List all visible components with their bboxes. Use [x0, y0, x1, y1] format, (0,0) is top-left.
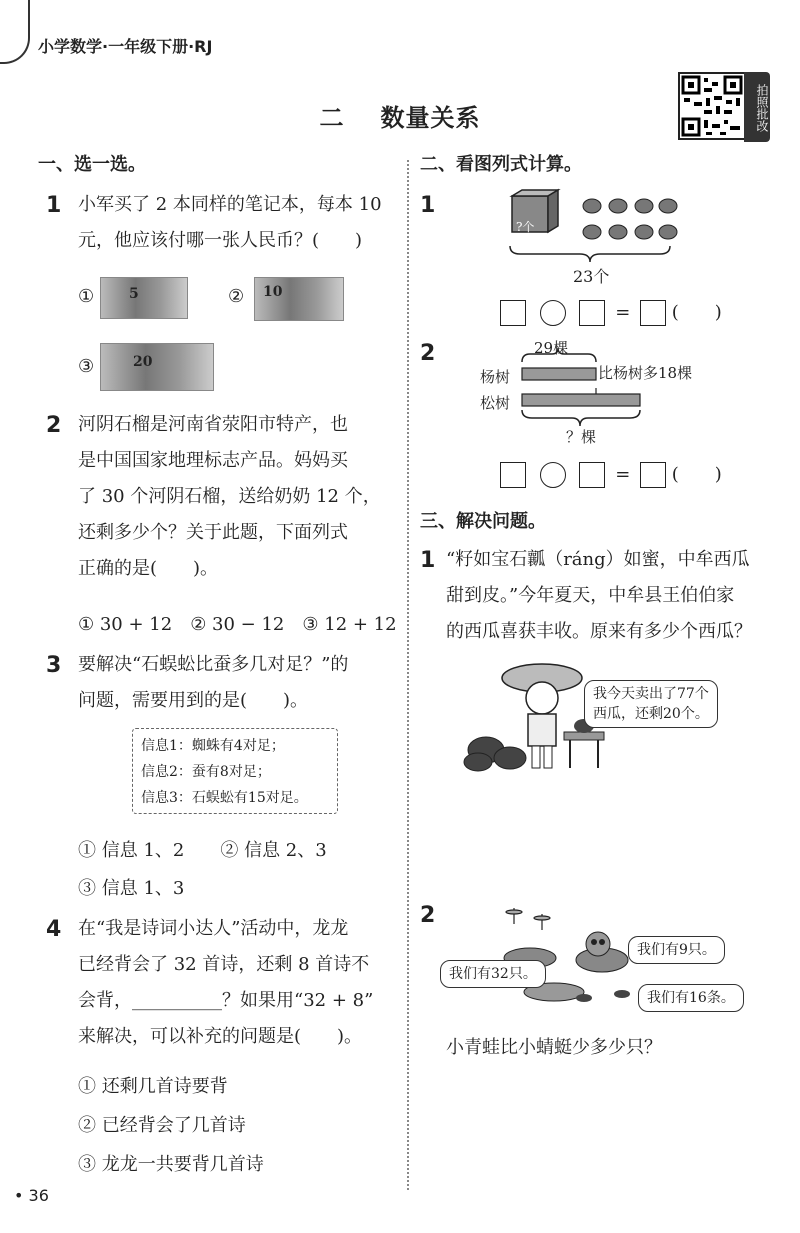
pine-unknown-label: ？棵 [566, 428, 597, 446]
question-4-option: ② 已经背会了几首诗 [78, 1115, 246, 1136]
question-number: 4 [46, 917, 62, 942]
operator-circle[interactable] [540, 462, 566, 488]
question-3-option-row: ③ 信息 1、3 [78, 878, 185, 899]
question-3-option-row: ① 信息 1、2 ② 信息 2、3 [78, 840, 327, 861]
frogs-and-dragonflies-illustration [490, 900, 640, 1010]
bubble-line: 西瓜，还剩20个。 [593, 706, 709, 722]
text-line: 了 30 个河阴石榴，送给奶奶 12 个， [78, 486, 381, 507]
text-line: 要解决“石蜈蚣比蚕多几对足？”的 [78, 654, 349, 675]
page-corner [0, 0, 30, 64]
text-line: 还剩多少个？关于此题，下面列式 [78, 522, 348, 543]
question-number: 3 [46, 653, 62, 678]
section-solve: 三、解决问题。 [420, 511, 546, 532]
text-line: 甜到皮。”今年夏天，中牟县王伯伯家 [446, 585, 735, 606]
speech-bubble: 我们有32只。 [440, 960, 546, 988]
question-3-text [78, 647, 348, 719]
question-number: 2 [46, 413, 62, 438]
question-1-text [78, 187, 382, 259]
question-4-option: ③ 龙龙一共要背几首诗 [78, 1154, 264, 1175]
banknote-value: 20 [133, 354, 153, 370]
question-number: 2 [420, 903, 436, 928]
banknote-image [254, 277, 344, 321]
text-line: 已经背会了 32 首诗，还剩 8 首诗不 [78, 954, 370, 975]
equation-template: = ( ) [500, 298, 722, 326]
text-line: 元，他应该付哪一张人民币？( ) [78, 230, 363, 251]
unit-paren: ( ) [671, 302, 722, 323]
answer-box[interactable] [640, 462, 666, 488]
book-header: 小学数学·一年级下册·RJ [38, 37, 213, 56]
qr-code-icon[interactable] [678, 72, 746, 140]
question-number: 1 [46, 193, 62, 218]
option-marker: ② [228, 286, 245, 307]
question-number: 2 [420, 341, 436, 366]
text-line: “籽如宝石瓤（ráng）如蜜，中牟西瓜 [446, 549, 750, 570]
poplar-count-label: 29棵 [534, 339, 569, 357]
text-line: 正确的是( )。 [78, 558, 219, 579]
question-number: 1 [420, 193, 436, 218]
question-number: 1 [420, 548, 436, 573]
pine-label: 松树 [480, 394, 511, 412]
answer-box[interactable] [500, 462, 526, 488]
text-line: 的西瓜喜获丰收。原来有多少个西瓜？ [446, 621, 752, 642]
operator-circle[interactable] [540, 300, 566, 326]
section-choose: 一、选一选。 [38, 154, 146, 175]
banknote-value: 10 [263, 284, 283, 300]
poplar-label: 杨树 [480, 368, 511, 386]
box-unknown-label: ?个 [516, 220, 535, 234]
question-4-option: ① 还剩几首诗要背 [78, 1076, 228, 1097]
pine-bar [522, 394, 640, 406]
text-line: 会背，__________？如果用“32 + 8” [78, 990, 374, 1011]
column-divider [407, 160, 409, 1190]
banknote-image [100, 277, 188, 319]
info-line: 信息2：蚕有8对足； [141, 764, 271, 780]
question-4-text [78, 911, 373, 1055]
text-line: 是中国国家地理标志产品。妈妈买 [78, 450, 348, 471]
option-marker: ③ [78, 356, 95, 377]
section-picture-calc: 二、看图列式计算。 [420, 154, 582, 175]
info-box [132, 728, 338, 814]
chapter-title: 数量关系 [380, 104, 481, 132]
banknote-image [100, 343, 214, 391]
poplar-bar [522, 368, 596, 380]
photo-grading-tab[interactable]: 拍照批改 [744, 72, 770, 142]
page-number: • 36 [14, 1186, 49, 1205]
solve-2-question: 小青蛙比小蜻蜓少多少只？ [446, 1037, 662, 1058]
answer-box[interactable] [579, 300, 605, 326]
unit-paren: ( ) [671, 464, 722, 485]
speech-bubble: 我们有16条。 [638, 984, 744, 1012]
info-line: 信息1：蜘蛛有4对足； [141, 738, 285, 754]
banknote-value: 5 [129, 286, 139, 302]
text-line: 问题，需要用到的是( )。 [78, 690, 309, 711]
solve-1-text [446, 542, 752, 650]
question-2-text [78, 407, 381, 587]
speech-bubble [584, 680, 718, 728]
text-line: 小军买了 2 本同样的笔记本，每本 10 [78, 194, 382, 215]
question-2-options: ① 30 + 12 ② 30 − 12 ③ 12 + 12 [78, 614, 397, 635]
total-label: 23个 [573, 267, 610, 286]
speech-bubble: 我们有9只。 [628, 936, 725, 964]
info-line: 信息3：石蜈蚣有15对足。 [141, 790, 308, 806]
option-marker: ① [78, 286, 95, 307]
answer-box[interactable] [579, 462, 605, 488]
equation-template: = ( ) [500, 460, 722, 488]
more-label: 比杨树多18棵 [598, 364, 693, 382]
text-line: 河阴石榴是河南省荥阳市特产，也 [78, 414, 348, 435]
bubble-line: 我今天卖出了77个 [593, 686, 709, 702]
text-line: 来解决，可以补充的问题是( )。 [78, 1026, 363, 1047]
tree-bar-diagram [518, 348, 648, 428]
answer-box[interactable] [640, 300, 666, 326]
chapter-number: 二 [319, 104, 345, 132]
text-line: 在“我是诗词小达人”活动中，龙龙 [78, 918, 349, 939]
answer-box[interactable] [500, 300, 526, 326]
